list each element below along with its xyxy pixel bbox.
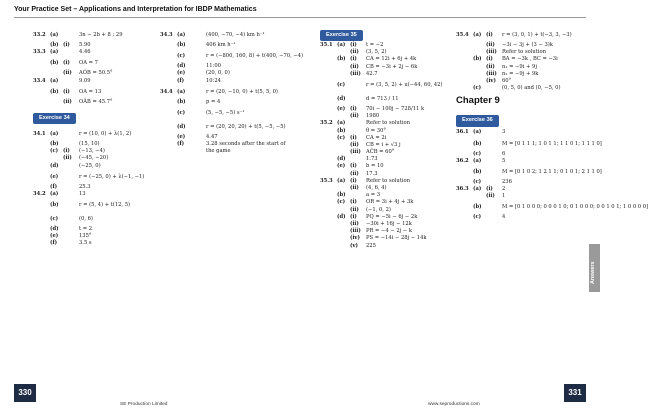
answer-text: 135° [79,233,92,240]
question-number: 33.4 [33,77,46,84]
part-label: (b) [50,140,59,147]
subpart-label: (ii) [486,193,495,200]
question-number: 36.1 [456,129,469,136]
answer-text: Refer to solution [366,120,410,127]
answer-row [456,71,576,78]
subpart-label: (iii) [350,228,361,235]
part-label: (d) [177,123,186,130]
answer-row [456,85,576,92]
subpart-label: (ii) [350,206,359,213]
subpart-label: (ii) [350,49,359,56]
answer-text: CA = 12i + 6j + 4k [366,56,417,63]
answer-text: 9.09 [79,77,91,84]
answer-text: (0, 5, 0) and (0, −5, 0) [502,85,561,92]
answer-text: 1 [502,193,506,200]
answer-text: 4.46 [79,49,91,56]
answer-text: PR = −4 − 2j − k [366,228,413,235]
answer-text: 4 [502,214,506,221]
subpart-label: (i) [63,148,70,155]
answer-text: M = [0 1 1 1; 1 0 1 1; 1 1 0 1; 1 1 1 0] [502,140,602,147]
answers-column-3 [320,28,450,250]
answer-row [320,199,450,206]
part-label: (e) [177,133,186,140]
answer-text: 60° [502,77,512,84]
answer-row [33,99,143,106]
answer-row [456,42,576,49]
question-number: 34.1 [33,130,46,137]
answer-text: (−13, −4) [79,148,105,155]
answer-row [320,92,450,106]
answer-text: AÔB = 50.5° [79,70,113,77]
subpart-label: (i) [350,42,357,48]
website-footer: www.seproductions.com [428,402,480,407]
subpart-label: (iv) [350,235,360,242]
answer-text: 225 [366,242,376,249]
subpart-label: (ii) [486,63,495,70]
subpart-label: (iii) [486,70,497,77]
answer-row [456,64,576,71]
answer-text: 11:00 [206,63,221,70]
answer-text: OÂB = 45.7° [79,98,113,105]
answer-row [456,56,576,63]
part-label: (a) [337,42,346,48]
answer-text: 1.73 [366,156,378,163]
part-label: (e) [337,105,346,112]
answer-row [33,240,143,247]
answer-text: OA = 7 [79,60,98,67]
answers-column-2 [160,28,310,156]
subpart-label: (i) [350,199,357,206]
answer-row [456,129,576,136]
question-number: 35.1 [320,42,333,48]
answer-text: 5.90 [79,42,91,48]
answer-text: r = (20, 20, 20) + t(5, −5, −5) [206,123,286,130]
answer-text: (−45, −20) [79,155,109,162]
answer-text: n₂ = −9j + 9k [502,70,539,77]
subpart-label: (iv) [486,77,496,84]
answers-column-1 [33,28,143,248]
part-label: (c) [337,134,346,141]
answer-text: −3i − 3j + (3 − 3)k [502,42,553,48]
answer-text: a = 3 [366,192,381,199]
question-number: 34.4 [160,88,173,95]
subpart-label: (iii) [350,70,361,77]
answer-row [320,64,450,71]
answer-row [320,243,450,250]
answer-text: t = −2 [366,42,384,48]
answer-text: 13 [79,190,86,197]
question-number: 33.3 [33,49,46,56]
answer-text: 3.28 seconds after the start of [206,141,286,148]
subpart-label: (i) [350,56,357,63]
answer-row [320,178,450,185]
answer-text: 10:24 [206,77,221,84]
answer-text: Refer to solution [502,49,546,56]
subpart-label: (i) [63,88,70,95]
part-label: (b) [337,127,346,134]
header-divider [14,17,586,18]
answer-text: (400, −70, −4) km h⁻¹ [206,32,265,38]
answer-row [160,148,310,155]
answer-row [320,214,450,221]
answer-row [33,56,143,70]
part-label: (b) [473,168,482,175]
part-label: (d) [337,95,346,102]
answer-row [456,158,576,165]
exercise-34-banner: Exercise 34 [33,113,76,124]
part-label: (f) [177,141,185,148]
answer-text: θ = 30° [366,127,386,134]
answers-side-tab-label: Answers [590,261,596,284]
subpart-label: (i) [486,186,493,193]
answer-text: (−1, 0, 2) [366,206,391,213]
answer-text: 1980 [366,113,380,120]
answer-row [33,155,143,162]
answer-row [33,85,143,99]
subpart-label: (i) [486,32,493,38]
answer-text: (3, 5, 2) [366,49,387,56]
part-label: (d) [337,213,346,220]
answer-text: (20, 0, 0) [206,70,230,77]
answer-text: 70i − 100j − 728/11 k [366,105,425,112]
answer-row [320,71,450,78]
answer-text: b = 10 [366,163,384,170]
part-label: (a) [50,190,59,197]
part-label: (a) [337,120,346,127]
answer-text: 406 km h⁻¹ [206,42,236,48]
answer-row [320,163,450,170]
part-label: (b) [177,98,186,105]
question-number: 36.3 [456,186,469,193]
part-label: (b) [50,88,59,95]
answer-text: (5, −5, −5) s⁻¹ [206,109,245,116]
answer-row [456,151,576,158]
answers-column-4 [456,28,648,222]
part-label: (c) [177,109,186,116]
subpart-label: (ii) [63,70,72,77]
part-label: (e) [50,173,59,180]
answer-text: 4.47 [206,133,218,140]
answer-row [456,193,576,200]
answer-text: r = (3, 0, 1) + t(−3, 3, −3) [502,32,572,38]
answer-text: CB = −3i + 2j − 6k [366,63,418,70]
answer-text: r = (3, 5, 2) + u(−44, 60, 42) [366,81,443,88]
subpart-label: (i) [63,60,70,67]
answer-row [456,186,576,193]
answer-text: (−25, 0) [79,162,101,169]
answer-row [160,70,310,77]
part-label: (f) [50,183,58,190]
answer-text: Refer to solution [366,177,410,184]
subpart-label: (iii) [350,149,361,156]
answer-text: CB = i + √3 j [366,141,401,148]
answer-text: r = (10, 0) + λ(1, 2) [79,130,132,137]
answer-row [160,42,310,49]
part-label: (b) [177,42,186,48]
part-label: (b) [337,192,346,199]
subpart-label: (ii) [63,98,72,105]
part-label: (f) [177,77,185,84]
part-label: (b) [337,56,346,63]
part-label: (a) [50,130,59,137]
part-label: (d) [177,63,186,70]
answer-row [160,120,310,134]
part-label: (c) [473,85,482,92]
answer-text: 25.3 [79,183,91,190]
answer-row [33,78,143,85]
question-number: 35.4 [456,32,469,38]
subpart-label: (ii) [350,63,359,70]
part-label: (d) [50,162,59,169]
subpart-label: (i) [350,163,357,170]
subpart-label: (i) [63,42,70,48]
part-label: (e) [177,70,186,77]
answer-text: r = (−800, 160, 8) + t(400, −70, −4) [206,53,304,60]
part-label: (c) [50,216,59,223]
part-label: (b) [473,204,482,211]
part-label: (b) [50,202,59,209]
subpart-label: (i) [350,105,357,112]
answer-row [456,214,576,221]
answer-row [33,28,143,42]
answer-text: 3.5 s [79,240,92,247]
answer-text: n₁ = −9i + 9j [502,63,537,70]
part-label: (b) [50,60,59,67]
subpart-label: (ii) [350,220,359,227]
subpart-label: (iii) [486,49,497,56]
question-number: 34.3 [160,32,173,38]
answer-row [320,228,450,235]
answer-row [160,49,310,63]
part-label: (a) [473,186,482,193]
answer-row [160,78,310,85]
answer-text: 42.7 [366,70,378,77]
answer-text: AĈB = 60° [366,149,395,156]
part-label: (e) [50,233,59,240]
answer-row [33,184,143,191]
answer-text: CA = 2i [366,134,387,141]
answer-row [160,106,310,120]
part-label: (c) [473,150,482,157]
answer-row [320,207,450,214]
part-label: (c) [473,214,482,221]
answer-row [33,127,143,141]
subpart-label: (ii) [350,113,359,120]
answer-text: −30i + 16j − 12k [366,220,412,227]
answer-row [160,141,310,148]
question-number: 34.2 [33,190,46,197]
answer-row [456,137,602,151]
answer-text: OR = 3i + 4j + 3k [366,199,414,206]
answer-row [320,235,450,242]
answer-text: PS = −14i − 28j − 14k [366,235,427,242]
answer-row [320,135,450,142]
part-label: (a) [473,129,482,136]
answer-row [33,198,143,212]
subpart-label: (ii) [350,170,359,177]
part-label: (c) [337,81,346,88]
answer-row [320,56,450,63]
subpart-label: (i) [350,134,357,141]
answer-text: the game [206,148,231,155]
part-label: (e) [337,163,346,170]
answer-text: 6 [502,150,506,157]
answer-text: d = 713 / 11 [366,95,399,102]
answer-row [320,120,450,127]
answer-text: (15, 10) [79,140,100,147]
answer-text: PQ = −5i − 6j − 2k [366,213,418,220]
part-label: (c) [473,178,482,185]
subpart-label: (i) [350,177,357,184]
subpart-label: (ii) [63,155,72,162]
chapter-heading: Chapter 9 [456,95,500,107]
answer-row [320,142,450,149]
subpart-label: (ii) [350,141,359,148]
answers-side-tab [589,244,600,292]
part-label: (a) [50,32,59,38]
part-label: (a) [50,77,59,84]
answer-text: 3n − 2b + 8 ; 29 [79,32,123,38]
answer-text: M = [0 1 0 0 0; 0 0 0 1 0; 0 1 0 0 0; 0 0 1 0 1; 1 0 0 0 0] [502,204,648,211]
question-number: 36.2 [456,157,469,164]
answer-text: 2 [502,186,506,193]
answer-row [33,70,143,77]
answer-row [456,165,602,179]
question-number: 35.2 [320,120,333,127]
part-label: (a) [50,49,59,56]
part-label: (a) [177,32,186,38]
answer-row [456,179,576,186]
part-label: (a) [473,32,482,38]
answer-row [33,191,143,198]
answer-row [160,85,310,99]
answer-row [320,106,450,113]
answer-text: r = (5, 4) + t(12, 5) [79,202,131,209]
question-number: 35.3 [320,177,333,184]
part-label: (c) [177,53,186,60]
subpart-label: (v) [350,242,358,249]
answer-text: (0, 6) [79,216,93,223]
answer-text: 5 [502,157,506,164]
exercise-36-banner: Exercise 36 [456,115,499,126]
answer-row [33,212,143,226]
subpart-label: (ii) [350,185,359,191]
answer-row [160,28,310,42]
part-label: (a) [177,88,186,95]
exercise-35-banner: Exercise 35 [320,30,363,41]
answer-text: M = [0 1 0 2; 1 2 1 1; 0 1 0 1; 2 1 1 0] [502,168,602,175]
subpart-label: (i) [486,56,493,63]
answer-text: 3 [502,129,506,136]
publisher-footer: SE Production Limited [120,402,168,407]
answer-text: 236 [502,178,512,185]
part-label: (d) [337,156,346,163]
answer-text: (4, 6, 4) [366,185,387,191]
answer-row [33,163,143,170]
right-page-number: 331 [564,384,586,402]
answer-row [320,221,450,228]
answer-row [160,99,310,106]
question-number: 33.2 [33,32,46,38]
part-label: (f) [50,240,58,247]
answer-row [456,200,648,214]
subpart-label: (ii) [486,42,495,48]
page-header-title: Your Practice Set – Applications and Interpretation for IBDP Mathematics [14,6,257,13]
answer-row [320,78,450,92]
part-label: (c) [50,148,59,155]
answer-text: BA = −3k , BC = −3i [502,56,558,63]
answer-row [33,170,143,184]
part-label: (b) [473,140,482,147]
answer-row [456,28,576,42]
part-label: (a) [337,177,346,184]
part-label: (a) [473,157,482,164]
part-label: (c) [337,199,346,206]
part-label: (b) [473,56,482,63]
answer-text: r = (−25, 0) + λ(−1, −1) [79,173,145,180]
subpart-label: (i) [350,213,357,220]
left-page-number: 330 [14,384,36,402]
part-label: (d) [50,226,59,233]
answer-text: t = 2 [79,226,93,233]
answer-row [320,128,450,135]
part-label: (b) [50,42,59,48]
answer-text: r = (20, −10, 0) + t(5, 5, 0) [206,88,278,95]
answer-row [33,49,143,56]
answer-text: 17.3 [366,170,378,177]
answer-text: p = 4 [206,98,221,105]
answer-row [320,171,450,178]
answer-text: OA = 13 [79,88,102,95]
